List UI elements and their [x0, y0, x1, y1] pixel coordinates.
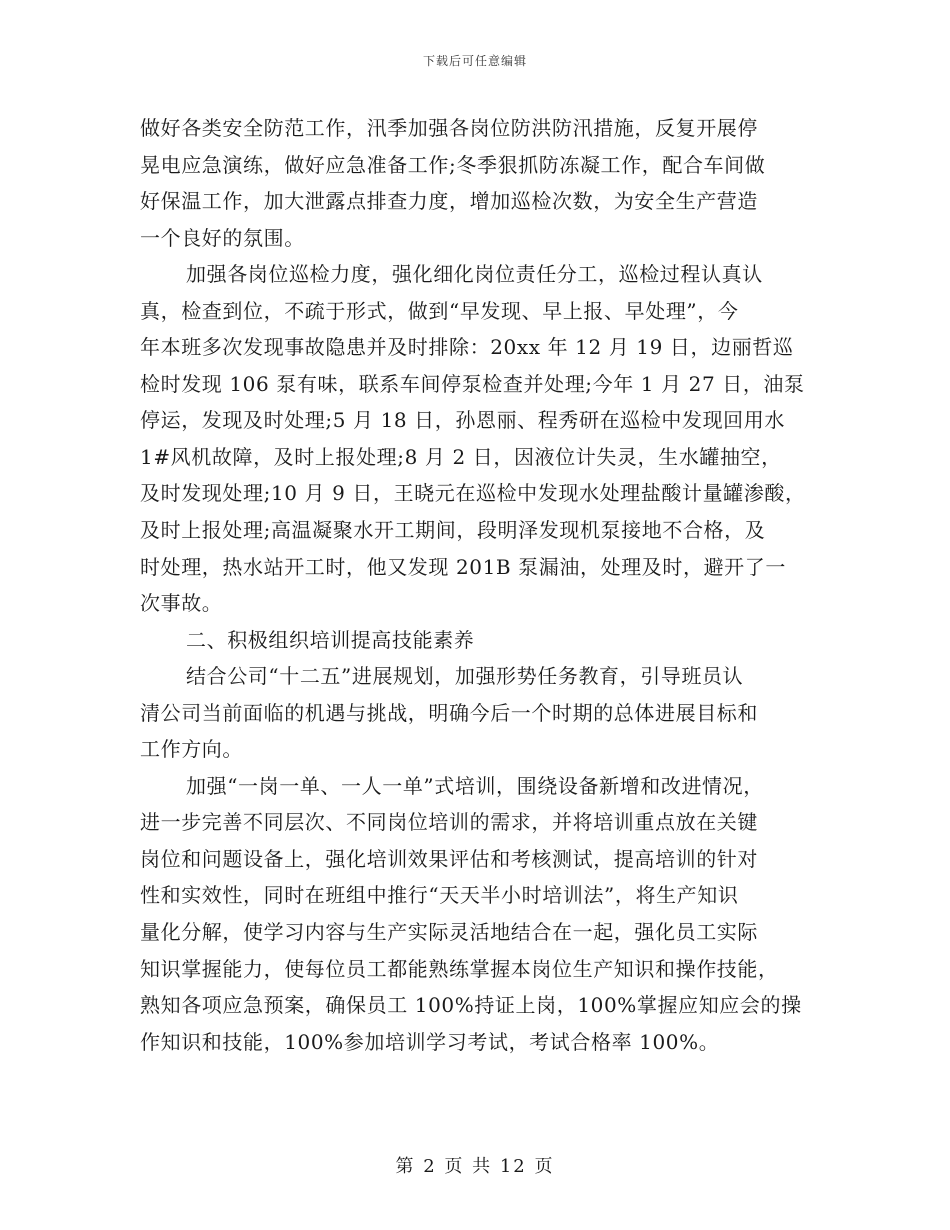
text-line: 熟知各项应急预案，确保员工 100%持证上岗，100%掌握应知应会的操 [140, 993, 802, 1018]
page-header: 下载后可任意编辑 [422, 54, 527, 68]
text-line: 次事故。 [140, 591, 223, 616]
text-line: 性和实效性，同时在班组中推行“天天半小时培训法”，将生产知识 [140, 883, 739, 908]
text-line: 知识掌握能力，使每位员工都能熟练掌握本岗位生产知识和操作技能， [140, 956, 779, 981]
section-heading: 二、积极组织培训提高技能素养 [186, 627, 475, 652]
paragraph-start-line: 结合公司“十二五”进展规划，加强形势任务教育，引导班员认 [186, 664, 744, 689]
text-line: 好保温工作，加大泄露点排查力度，增加巡检次数，为安全生产营造 [140, 189, 758, 214]
page-number-footer: 第 2 页 共 12 页 [395, 1156, 555, 1177]
text-line: 停运，发现及时处理;5 月 18 日，孙恩丽、程秀研在巡检中发现回用水 [140, 408, 785, 433]
paragraph-start-line: 加强“一岗一单、一人一单”式培训，围绕设备新增和改进情况， [186, 773, 764, 798]
text-line: 进一步完善不同层次、不同岗位培训的需求，并将培训重点放在关键 [140, 810, 758, 835]
text-line: 量化分解，使学习内容与生产实际灵活地结合在一起，强化员工实际 [140, 920, 758, 945]
paragraph-start-line: 加强各岗位巡检力度，强化细化岗位责任分工，巡检过程认真认 [186, 262, 763, 287]
text-line: 年本班多次发现事故隐患并及时排除：20xx 年 12 月 19 日，边丽哲巡 [140, 335, 794, 360]
text-line: 晃电应急演练，做好应急准备工作;冬季狠抓防冻凝工作，配合车间做 [140, 152, 766, 177]
text-line: 1#风机故障，及时上报处理;8 月 2 日，因液位计失灵，生水罐抽空， [140, 444, 782, 469]
text-line: 做好各类安全防范工作，汛季加强各岗位防洪防汛措施，反复开展停 [140, 116, 758, 140]
text-line: 及时发现处理;10 月 9 日，王晓元在巡检中发现水处理盐酸计量罐渗酸， [140, 481, 806, 506]
text-line: 时处理，热水站开工时，他又发现 201B 泵漏油，处理及时，避开了一 [140, 554, 786, 579]
text-line: 清公司当前面临的机遇与挑战，明确今后一个时期的总体进展目标和 [140, 700, 758, 725]
text-line: 真，检查到位，不疏于形式，做到“早发现、早上报、早处理”，今 [140, 298, 739, 323]
text-line: 工作方向。 [140, 737, 243, 762]
text-line: 作知识和技能，100%参加培训学习考试，考试合格率 100%。 [140, 1029, 720, 1054]
document-body [140, 110, 820, 1060]
text-line: 岗位和问题设备上，强化培训效果评估和考核测试，提高培训的针对 [140, 846, 758, 871]
text-line: 检时发现 106 泵有味，联系车间停泵检查并处理;今年 1 月 27 日，油泵 [140, 371, 805, 396]
text-line: 一个良好的氛围。 [140, 225, 305, 250]
text-line: 及时上报处理;高温凝聚水开工期间，段明泽发现机泵接地不合格，及 [140, 518, 766, 543]
